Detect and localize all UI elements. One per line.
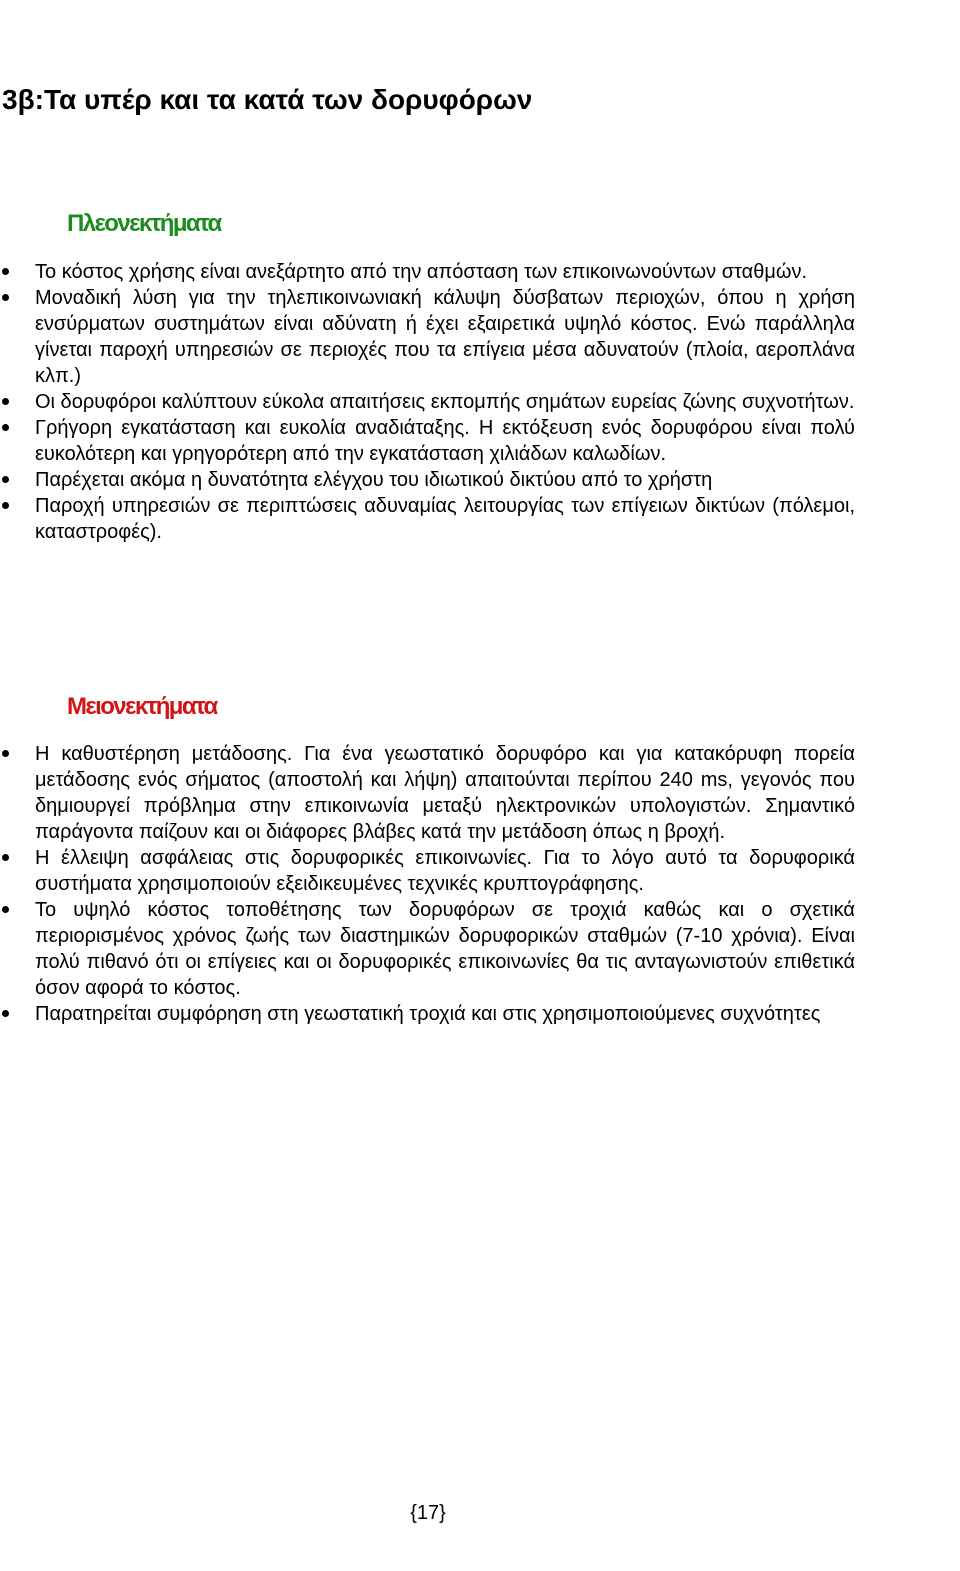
bullet-icon [2,750,9,757]
list-item-text: Παρατηρείται συμφόρηση στη γεωστατική τροχιά και στις χρησιμοποιούμενες συχνότητες [35,1003,821,1025]
list-item [0,467,855,493]
bullet-icon [2,424,9,431]
list-item-text: Η καθυστέρηση μετάδοσης. Για ένα γεωστατικό δορυφόρο και για κατακόρυφη πορεία μετάδοσης ενός σήματος (αποστολή και λήψη) απαιτούνται περίπου 240 ms, γεγονός που δημιουργεί πρόβλημα στην επικοινωνία μεταξύ ηλεκτρονικών υπολογιστών. Σημαντικό παράγοντα παίζουν και οι διάφορες βλάβες κατά την μετάδοση όπως η βροχή. [35,743,855,843]
bullet-icon [2,398,9,405]
list-item-text: Οι δορυφόροι καλύπτουν εύκολα απαιτήσεις εκπομπής σημάτων ευρείας ζώνης συχνοτήτων. [35,391,855,413]
list-item [0,389,855,415]
list-item-text: Παροχή υπηρεσιών σε περιπτώσεις αδυναμίας λειτουργίας των επίγειων δικτύων (πόλεμοι, καταστροφές). [35,495,855,543]
bullet-icon [2,906,9,913]
list-item [0,415,855,467]
list-item [0,1001,855,1027]
list-item [0,897,855,1001]
bullet-icon [2,476,9,483]
bullet-icon [2,1010,9,1017]
disadvantages-heading: Μειονεκτήματα [67,693,217,720]
list-item [0,845,855,897]
list-item-text: Παρέχεται ακόμα η δυνατότητα ελέγχου του ιδιωτικού δικτύου από το χρήστη [35,469,713,491]
page-title: 3β:Τα υπέρ και τα κατά των δορυφόρων [2,84,533,115]
list-item-text: Το υψηλό κόστος τοποθέτησης των δορυφόρων σε τροχιά καθώς και ο σχετικά περιορισμένος χρόνος ζωής των διαστημικών δορυφορικών σταθμών (7-10 χρόνια). Είναι πολύ πιθανό ότι οι επίγειες και οι δορυφορικές επικοινωνίες θα τις ανταγωνιστούν επιθετικά όσον αφορά το κόστος. [35,899,855,999]
list-item-text: Το κόστος χρήσης είναι ανεξάρτητο από την απόσταση των επικοινωνούντων σταθμών. [35,261,808,283]
page-number: {17} [410,1502,446,1524]
list-item-text: Η έλλειψη ασφάλειας στις δορυφορικές επικοινωνίες. Για το λόγο αυτό τα δορυφορικά συστήματα χρησιμοποιούν εξειδικευμένες τεχνικές κρυπτογράφησης. [35,847,855,895]
advantages-heading: Πλεονεκτήματα [67,210,221,237]
list-item-text: Γρήγορη εγκατάσταση και ευκολία αναδιάταξης. Η εκτόξευση ενός δορυφόρου είναι πολύ ευκολότερη και γρηγορότερη από την εγκατάσταση χιλιάδων καλωδίων. [35,417,855,465]
advantages-list [0,259,855,545]
bullet-icon [2,502,9,509]
bullet-icon [2,294,9,301]
bullet-icon [2,268,9,275]
disadvantages-list [0,741,855,1027]
list-item [0,741,855,845]
list-item [0,259,855,285]
list-item-text: Μοναδική λύση για την τηλεπικοινωνιακή κάλυψη δύσβατων περιοχών, όπου η χρήση ενσύρματων συστημάτων είναι αδύνατη ή έχει εξαιρετικά υψηλό κόστος. Ενώ παράλληλα γίνεται παροχή υπηρεσιών σε περιοχές που τα επίγεια μέσα αδυνατούν (πλοία, αεροπλάνα κλπ.) [35,287,855,387]
list-item [0,493,855,545]
bullet-icon [2,854,9,861]
list-item [0,285,855,389]
